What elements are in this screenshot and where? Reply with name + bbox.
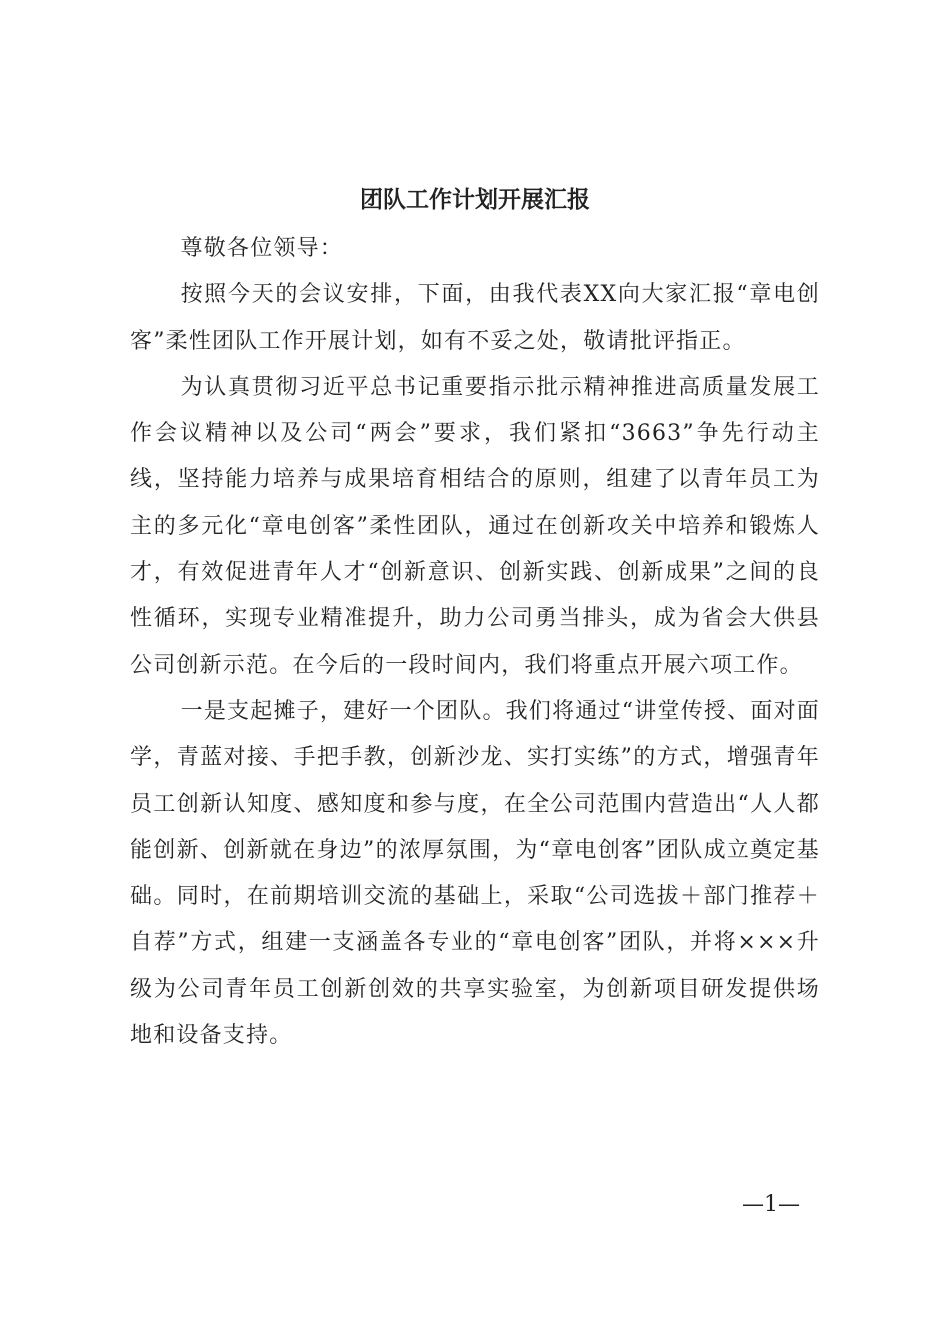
paragraph-task-one: 一是支起摊子，建好一个团队。我们将通过“讲堂传授、面对面学，青蓝对接、手把手教，创新沙龙、实打实练”的方式，增强青年员工创新认知度、感知度和参与度，在全公司范围内营造出“人人都能创新、创新就在身边”的浓厚氛围，为“章电创客”团队成立奠定基础。同时，在前期培训交流的基础上，采取“公司选拔＋部门推荐＋自荐”方式，组建一支涵盖各专业的“章电创客”团队，并将×××升级为公司青年员工创新创效的共享实验室，为创新项目研发提供场地和设备支持。 (130, 698, 820, 1049)
document-title: 团队工作计划开展汇报 (360, 186, 590, 213)
paragraph-intro: 按照今天的会议安排，下面，由我代表XX向大家汇报“章电创客”柔性团队工作开展计划，如有不妥之处，敬请批评指正。 (130, 282, 820, 354)
document-body (130, 226, 820, 1059)
page-number: —1— (742, 1192, 800, 1217)
paragraph-background: 为认真贯彻习近平总书记重要指示批示精神推进高质量发展工作会议精神以及公司“两会”要求，我们紧扣“3663”争先行动主线，坚持能力培养与成果培育相结合的原则，组建了以青年员工为主的多元化“章电创客”柔性团队，通过在创新攻关中培养和锻炼人才，有效促进青年人才“创新意识、创新实践、创新成果”之间的良性循环，实现专业精准提升，助力公司勇当排头，成为省会大供县公司创新示范。在今后的一段时间内，我们将重点开展六项工作。 (130, 374, 820, 678)
greeting: 尊敬各位领导： (180, 236, 343, 261)
